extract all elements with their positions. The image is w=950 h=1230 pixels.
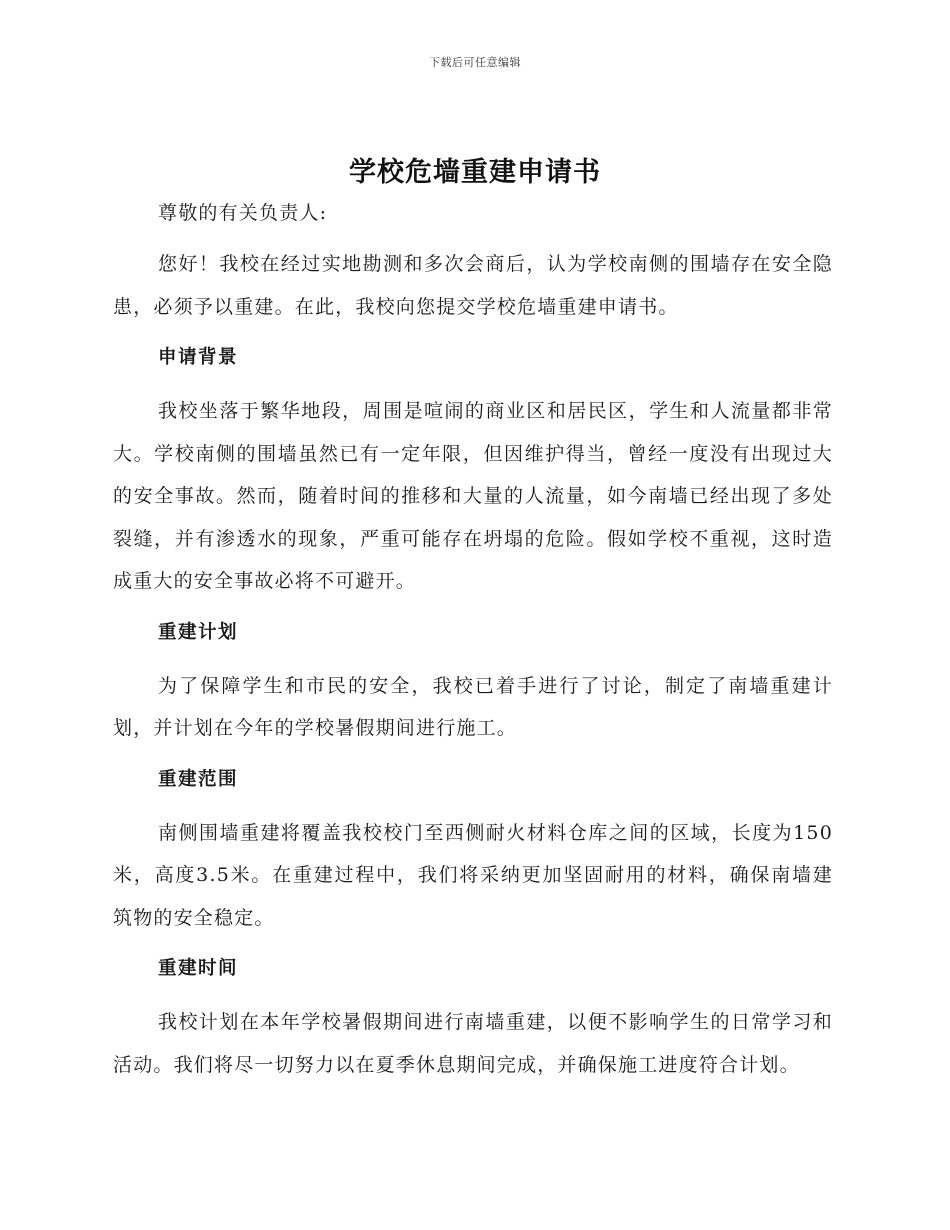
section-heading-plan: 重建计划 (158, 621, 239, 643)
section-body-plan: 为了保障学生和市民的安全，我校已着手进行了讨论，制定了南墙重建计划，并计划在今年的学校暑假期间进行施工。 (113, 674, 833, 739)
section-heading-background: 申请背景 (158, 347, 239, 368)
section-body-scope: 南侧围墙重建将覆盖我校校门至西侧耐火材料仓库之间的区域，长度为150米，高度3.5米。在重建过程中，我们将采纳更加坚固耐用的材料，确保南墙建筑物的安全稳定。 (113, 821, 833, 929)
document-body (113, 197, 833, 1099)
section-heading-time: 重建时间 (158, 958, 239, 979)
section-body-background: 我校坐落于繁华地段，周围是喧闹的商业区和居民区，学生和人流量都非常大。学校南侧的围墙虽然已有一定年限，但因维护得当，曾经一度没有出现过大的安全事故。然而，随着时间的推移和大量的人流量，如今南墙已经出现了多处裂缝，并有渗透水的现象，严重可能存在坍塌的危险。假如学校不重视，这时造成重大的安全事故必将不可避开。 (113, 400, 833, 592)
section-heading-scope: 重建范围 (158, 768, 239, 790)
document-title: 学校危墙重建申请书 (349, 157, 601, 188)
intro-paragraph: 您好！我校在经过实地勘测和多次会商后，认为学校南侧的围墙存在安全隐患，必须予以重建。在此，我校向您提交学校危墙重建申请书。 (113, 253, 833, 318)
salutation: 尊敬的有关负责人: (158, 202, 328, 224)
section-body-time: 我校计划在本年学校暑假期间进行南墙重建，以便不影响学生的日常学习和活动。我们将尽一切努力以在夏季休息期间完成，并确保施工进度符合计划。 (113, 1011, 833, 1076)
header-note: 下载后可任意编辑 (429, 56, 521, 69)
